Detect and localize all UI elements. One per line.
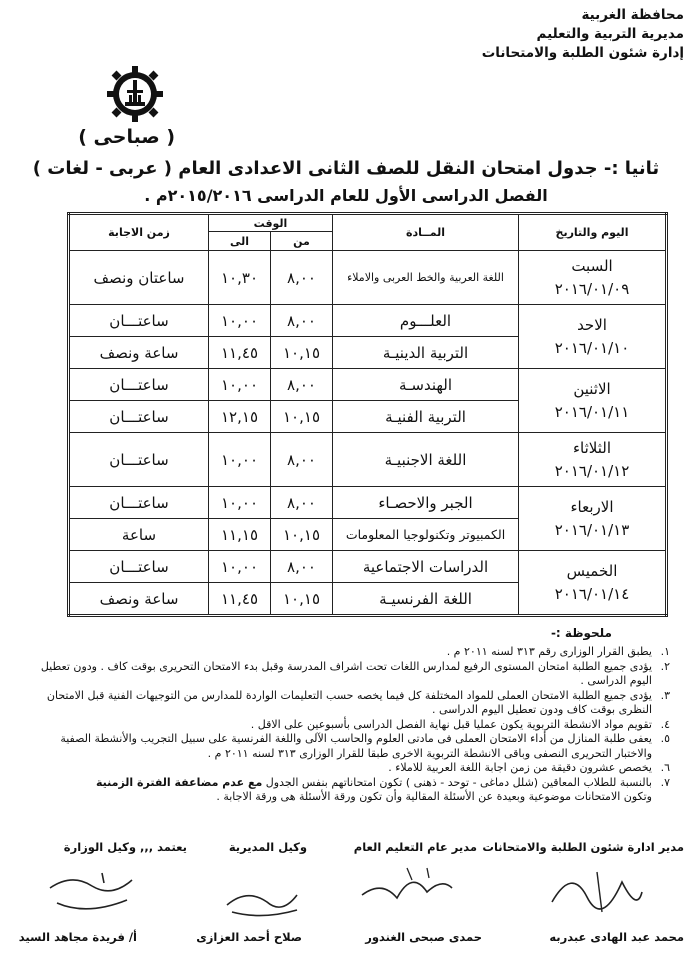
time-from-cell: ١٠,١٥ bbox=[271, 337, 333, 369]
day-cell bbox=[519, 551, 667, 616]
header-time-to: الى bbox=[209, 232, 271, 251]
time-from-cell: ١٠,١٥ bbox=[271, 519, 333, 551]
header-department: إدارة شئون الطلبة والامتحانات bbox=[481, 45, 684, 61]
note-item bbox=[30, 732, 670, 761]
day-cell bbox=[519, 305, 667, 369]
note-text-continued: وتكون الامتحانات موضوعية وبعيدة عن الأسئلة المقالية وأن تكون ورقة الأسئلة هى ورقة الاجابة . bbox=[216, 790, 652, 803]
time-from-cell: ٨,٠٠ bbox=[271, 305, 333, 337]
header-time-from: من bbox=[271, 232, 333, 251]
handwritten-signature-icon bbox=[357, 860, 457, 910]
duration-cell: ساعتـــان bbox=[69, 369, 209, 401]
time-to-cell: ١١,٤٥ bbox=[209, 337, 271, 369]
schedule-subtitle: الفصل الدراسى الأول للعام الدراسى ٢٠١٥/٢٠١٦م . bbox=[144, 186, 548, 205]
note-text: يؤدى جميع الطلبة امتحان المستوى الرفيع لمدارس اللغات تحت اشراف المدرسة وقبل بدء الامتحان التحريرى بوقت كاف . ودون تعطيل اليوم الدراسى . bbox=[40, 659, 652, 687]
day-name: الاثنين bbox=[573, 379, 611, 398]
directorate-header bbox=[444, 6, 684, 63]
time-to-cell: ١٠,٠٠ bbox=[209, 487, 271, 519]
header-time: الوقت bbox=[209, 214, 333, 232]
signature-name-exams-director: محمد عبد الهادى عبدربه bbox=[549, 930, 684, 944]
duration-cell: ساعة ونصف bbox=[69, 337, 209, 369]
signature-names bbox=[0, 930, 692, 950]
header-day-date: اليوم والتاريخ bbox=[519, 214, 667, 251]
signature-title-exams-director: مدير ادارة شئون الطلبة والامتحانات bbox=[482, 840, 684, 854]
note-text: يطبق القرار الوزارى رقم ٣١٣ لسنه ٢٠١١ م . bbox=[446, 645, 652, 658]
header-duration: زمن الاجابة bbox=[69, 214, 209, 251]
handwritten-signature-icon bbox=[542, 862, 652, 922]
note-text: يخصص عشرون دقيقة من زمن اجابة اللغة العربية للاملاء . bbox=[388, 761, 652, 774]
time-from-cell: ٨,٠٠ bbox=[271, 551, 333, 583]
logo-label: ( صباحى ) bbox=[78, 126, 175, 148]
note-text: بالنسبة للطلاب المعاقين (شلل دماغى - توحد - ذهنى ) تكون امتحاناتهم بنفس الجدول bbox=[265, 775, 652, 789]
day-cell bbox=[519, 433, 667, 487]
exam-schedule-table bbox=[67, 212, 668, 617]
note-number: ٦. bbox=[660, 761, 670, 774]
note-emphasis: مع عدم مضاعفة الفترة الزمنية bbox=[95, 775, 263, 789]
header-directorate: مديرية التربية والتعليم bbox=[536, 26, 684, 42]
day-name: الخميس bbox=[566, 561, 618, 580]
subject-cell: الجبر والاحصـاء bbox=[333, 487, 519, 519]
subject-cell: العلـــوم bbox=[333, 305, 519, 337]
handwritten-signature-icon bbox=[42, 868, 137, 918]
duration-cell: ساعتـــان bbox=[69, 551, 209, 583]
signature-name-general-director: حمدى صبحى الغندور bbox=[365, 930, 482, 944]
signature-title-directorate-deputy: وكيل المديرية bbox=[228, 840, 307, 854]
note-item bbox=[30, 660, 670, 689]
time-to-cell: ١٠,٠٠ bbox=[209, 551, 271, 583]
day-cell bbox=[519, 369, 667, 433]
time-from-cell: ١٠,١٥ bbox=[271, 401, 333, 433]
time-to-cell: ١٠,٠٠ bbox=[209, 433, 271, 487]
time-to-cell: ١٠,٠٠ bbox=[209, 305, 271, 337]
handwritten-signature-icon bbox=[217, 880, 307, 925]
subject-cell: الهندسـة bbox=[333, 369, 519, 401]
shift-logo bbox=[78, 64, 175, 148]
note-item bbox=[30, 689, 670, 718]
signature-title-ministry-deputy: يعتمد ,,, وكيل الوزارة bbox=[63, 840, 187, 854]
note-number: ٥. bbox=[660, 732, 670, 745]
time-from-cell: ٨,٠٠ bbox=[271, 369, 333, 401]
time-to-cell: ١٠,٠٠ bbox=[209, 369, 271, 401]
header-subject: المــادة bbox=[333, 214, 519, 251]
time-from-cell: ٨,٠٠ bbox=[271, 251, 333, 305]
time-from-cell: ١٠,١٥ bbox=[271, 583, 333, 616]
subject-cell: الكمبيوتر وتكنولوجيا المعلومات bbox=[333, 519, 519, 551]
day-name: الاحد bbox=[577, 315, 607, 334]
day-date: ٢٠١٦/٠١/١١ bbox=[554, 402, 630, 421]
day-date: ٢٠١٦/٠١/١٠ bbox=[554, 338, 630, 357]
duration-cell: ساعتـــان bbox=[69, 433, 209, 487]
day-name: الثلاثاء bbox=[572, 438, 611, 457]
duration-cell: ساعة ونصف bbox=[69, 583, 209, 616]
note-item bbox=[30, 776, 670, 805]
duration-cell: ساعة bbox=[69, 519, 209, 551]
time-to-cell: ١٠,٣٠ bbox=[209, 251, 271, 305]
factory-gear-logo-icon bbox=[105, 64, 165, 124]
note-text: يعفى طلبة المنازل من أداء الامتحان العملى فى مادتى العلوم والحاسب الآلى واللغة الفرنسية على سبيل التجريب والأنشطة الصفية والاختبار التحريرى النصفى وباقى الانشطة التربوية الاخرى طبقا للقرار الوزارى ٣١٣ لسنه ٢٠١١ م . bbox=[60, 732, 652, 760]
note-number: ٧. bbox=[660, 775, 670, 789]
notes-list bbox=[30, 645, 670, 805]
day-cell bbox=[519, 487, 667, 551]
note-item bbox=[30, 645, 670, 660]
signature-name-directorate-deputy: صلاح أحمد العزازى bbox=[196, 930, 302, 944]
duration-cell: ساعتـــان bbox=[69, 305, 209, 337]
duration-cell: ساعتـــان bbox=[69, 487, 209, 519]
note-number: ٢. bbox=[660, 659, 670, 673]
subject-cell: اللغة العربية والخط العربى والاملاء bbox=[333, 251, 519, 305]
schedule-title: ثانيا :- جدول امتحان النقل للصف الثانى الاعدادى العام ( عربى - لغات ) bbox=[32, 158, 660, 179]
day-date: ٢٠١٦/٠١/١٣ bbox=[554, 520, 630, 539]
subject-cell: التربية الدينيـة bbox=[333, 337, 519, 369]
time-to-cell: ١٢,١٥ bbox=[209, 401, 271, 433]
day-date: ٢٠١٦/٠١/٠٩ bbox=[554, 279, 630, 298]
time-to-cell: ١١,١٥ bbox=[209, 519, 271, 551]
day-name: السبت bbox=[571, 256, 613, 275]
header-governorate: محافظة الغربية bbox=[581, 7, 684, 23]
signature-title-general-director: مدير عام التعليم العام bbox=[353, 840, 477, 854]
time-to-cell: ١١,٤٥ bbox=[209, 583, 271, 616]
note-text: يؤدى جميع الطلبة الامتحان العملى للمواد المختلفة كل فيما يخصه حسب التعليمات الواردة للمدارس من التوجيهات الفنية قبل الامتحان النظرى بوقت كاف ودون تعطيل اليوم الدراسى . bbox=[46, 688, 652, 716]
note-number: ١. bbox=[660, 645, 670, 658]
time-from-cell: ٨,٠٠ bbox=[271, 487, 333, 519]
note-number: ٤. bbox=[660, 717, 670, 731]
signature-name-ministry-deputy: أ/ فريدة مجاهد السيد bbox=[18, 930, 137, 944]
note-item bbox=[30, 761, 670, 776]
day-date: ٢٠١٦/٠١/١٤ bbox=[554, 584, 630, 603]
signature-titles bbox=[0, 840, 692, 860]
subject-cell: اللغة الفرنسيـة bbox=[333, 583, 519, 616]
duration-cell: ساعتان ونصف bbox=[69, 251, 209, 305]
duration-cell: ساعتـــان bbox=[69, 401, 209, 433]
note-text: تقويم مواد الانشطة التربوية يكون عمليا قبل نهاية الفصل الدراسى بأسبوعين على الاقل . bbox=[250, 717, 652, 731]
subject-cell: الدراسات الاجتماعية bbox=[333, 551, 519, 583]
day-name: الاربعاء bbox=[570, 497, 614, 516]
note-number: ٣. bbox=[660, 688, 670, 702]
day-cell bbox=[519, 251, 667, 305]
subject-cell: التربية الفنيـة bbox=[333, 401, 519, 433]
time-from-cell: ٨,٠٠ bbox=[271, 433, 333, 487]
day-date: ٢٠١٦/٠١/١٢ bbox=[554, 461, 630, 480]
notes-title: ملحوظة :- bbox=[550, 626, 612, 640]
note-item bbox=[30, 718, 670, 733]
subject-cell: اللغة الاجنبيـة bbox=[333, 433, 519, 487]
